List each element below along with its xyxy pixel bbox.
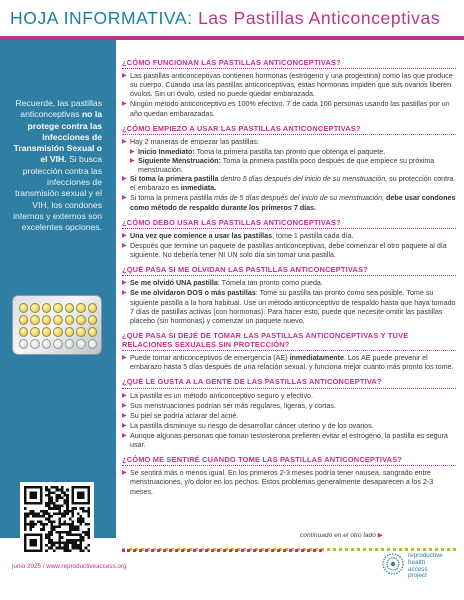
pill	[88, 339, 97, 349]
section-title: ¿CÓMO ME SENTIRÉ CUANDO TOME LAS PASTILLAS ANTICONCEPTIVAS?	[122, 455, 456, 466]
pill	[76, 303, 85, 313]
arrow-bullet-icon: ▶	[130, 148, 135, 155]
item-text: . Los AE puede prevenir el embarazo hasta 5 días después de una relación sexual, y funciona mejor cuanto más pronto los tome.	[130, 354, 454, 372]
list-item	[122, 392, 456, 401]
item-italic: dentro 5 días después del inicio de su menstruación,	[218, 175, 388, 184]
list-item	[122, 175, 456, 193]
pill	[53, 303, 62, 313]
item-bold: Si toma la primera pastilla	[130, 175, 219, 184]
pill	[42, 315, 51, 325]
sidebar-intro: Recuerde, las pastillas anticonceptivas	[15, 98, 102, 120]
list-item	[122, 469, 456, 496]
pill	[42, 303, 51, 313]
item-bold: Siguiente Menstruación:	[138, 157, 221, 166]
item-italic: más de 5 días después del inicio de su menstruación,	[214, 194, 385, 203]
item-text: Las pastillas anticonceptivas contienen hormonas (estrógeno y una progestina) como las que produce su cuerpo. Cuando usa las pastillas anticonceptivas, estas hormonas impiden que sus ovarios liberen óvulos. Sin un óvulo, usted no puede quedar embarazada.	[130, 72, 453, 99]
pill	[76, 339, 85, 349]
item-text: Después que termine un paquete de pastillas anticonceptivas, debe comenzar el otro paquete al día siguiente. No debería tener NI UN solo día sin tomar una pastilla.	[130, 241, 447, 260]
item-text: Se sentirá más o menos igual. En los primeros 2-3 meses podría tener nausea, sangrado entre menstruaciones, y/o dolor en los pechos. Estos problemas generalmente desaparecen a los 2-3 meses.	[130, 469, 434, 496]
pill-pack-image	[12, 295, 102, 355]
item-text: La pastilla disminuye su riesgo de desarrollar cáncer uterino y de los ovarios.	[130, 421, 374, 430]
title-label: HOJA INFORMATIVA:	[10, 8, 193, 28]
arrow-bullet-icon: ▶	[122, 242, 127, 249]
item-text: Toma la primera pastilla poco después de que empiece su próxima menstruación.	[138, 157, 435, 175]
pill-grid	[19, 303, 97, 349]
item-text: Ningún método anticonceptivo es 100% efectivo. 7 de cada 100 personas usando las pastillas por un año quedan embarazadas.	[130, 100, 450, 118]
item-text: Su piel se podría aclarar del acné.	[130, 411, 239, 420]
rhap-logo-icon	[382, 553, 404, 575]
list-item	[122, 412, 456, 421]
pill	[30, 327, 39, 337]
qr-code-icon	[24, 486, 90, 552]
page-title	[10, 8, 440, 29]
pill	[65, 315, 74, 325]
arrow-bullet-icon: ▶	[122, 195, 127, 202]
item-text: : Tome su pastilla tan pronto como sea posible. Tome su siguiente pastilla a la hora habitual. Use un método anticonceptivo de respaldo hasta que haya tomado 7 días de pastillas activas (con hormonas). Para hacer esto, puede que necesite omitir las pastillas placebo (sin hormonas) y comenzar un paquete nuevo.	[130, 289, 456, 325]
list-item	[122, 289, 456, 325]
section-how-will-i-feel	[122, 455, 456, 496]
item-text: : Tómela tan pronto como pueda.	[217, 279, 323, 288]
list-item	[122, 422, 456, 431]
list-item	[122, 279, 456, 288]
list-item	[122, 432, 456, 450]
qr-code-image[interactable]	[20, 482, 94, 556]
item-bold: debe usar condones como método de respaldo durante los primeros 7 días.	[130, 194, 456, 212]
list-item	[122, 402, 456, 411]
title-subject: Las Pastillas Anticonceptivas	[198, 8, 441, 28]
header	[0, 0, 464, 44]
item-text: Si toma la primera pastilla	[130, 194, 215, 203]
pill	[19, 315, 28, 325]
main-content	[122, 58, 456, 502]
continued-note	[300, 531, 383, 539]
arrow-bullet-icon: ▶	[122, 290, 127, 297]
sidebar	[0, 40, 116, 538]
pill	[76, 327, 85, 337]
list-item	[122, 194, 456, 212]
section-title: ¿QUÉ PASA SI DEJÉ DE TOMAR LAS PASTILLAS ANTICONCEPTIVAS Y TUVE RELACIONES SEXUALES SIN PROTECCIÓN?	[122, 331, 456, 351]
item-text: Puede tomar anticonceptivos de emergencia (AE)	[130, 354, 290, 363]
pill	[88, 315, 97, 325]
list-item	[122, 232, 456, 241]
pill	[53, 327, 62, 337]
section-how-to-use	[122, 218, 456, 260]
section-title: ¿QUÉ PASA SI ME OLVIDAN LAS PASTILLAS ANTICONCEPTIVAS?	[122, 265, 456, 276]
pill	[65, 303, 74, 313]
pill	[30, 315, 39, 325]
item-bold: Inicio Inmediato:	[138, 147, 195, 156]
item-text: La pastilla es un método anticonceptivo seguro y efectivo.	[130, 391, 313, 400]
item-text: Toma la primera pastilla tan pronto que obtenga el paquete.	[194, 147, 386, 156]
pill	[42, 339, 51, 349]
sidebar-note	[12, 98, 102, 234]
item-text: Sus menstruaciones podrían ser más regulares, ligeras, y cortas.	[130, 401, 336, 410]
sidebar-emphasis: no la protege contra las Infecciones de Transmisión Sexual o el VIH.	[13, 109, 102, 165]
arrow-bullet-icon: ▶	[122, 392, 127, 399]
arrow-bullet-icon: ▶	[122, 73, 127, 80]
pill	[42, 327, 51, 337]
section-missed-pills	[122, 265, 456, 326]
pill	[30, 303, 39, 313]
logo-line: health	[408, 558, 426, 566]
section-title: ¿CÓMO DEBO USAR LAS PASTILLAS ANTICONCEPTIVAS?	[122, 218, 456, 229]
pill	[76, 315, 85, 325]
logo-line: access	[408, 565, 428, 573]
section-benefits	[122, 377, 456, 450]
list-item	[122, 72, 456, 99]
list-item	[122, 354, 456, 372]
arrow-bullet-icon: ▶	[130, 158, 135, 165]
logo-text	[408, 553, 443, 580]
pill	[53, 339, 62, 349]
arrow-bullet-icon: ▶	[122, 402, 127, 409]
section-title: ¿QUÉ LE GUSTA A LA GENTE DE LAS PASTILLAS ANTICONCEPTIVA?	[122, 377, 456, 388]
item-text: Aunque algunas personas que toman testosterona prefieren evitar el estrógeno, la pastilla es segura usar.	[130, 431, 448, 450]
arrow-bullet-icon: ▶	[122, 470, 127, 477]
sidebar-rest: Si busca protección contra las infecciones de transmisión sexual y el VIH, los condones internos y externos son excelentes opciones.	[13, 154, 102, 233]
pill	[65, 339, 74, 349]
section-title: ¿CÓMO EMPIEZO A USAR LAS PASTILLAS ANTICONCEPTIVAS?	[122, 124, 456, 135]
footer-date-url[interactable]: junio 2025 / www.reproductiveaccess.org	[12, 563, 127, 570]
pill	[30, 339, 39, 349]
pill	[19, 339, 28, 349]
arrow-bullet-icon: ▶	[122, 422, 127, 429]
item-text: , tome 1 pastilla cada día.	[272, 231, 354, 240]
continued-text: continuado en el otro lado	[300, 532, 376, 539]
pill	[19, 327, 28, 337]
pill	[88, 303, 97, 313]
arrow-bullet-icon: ▶	[122, 138, 127, 145]
logo-line: reproductive	[408, 552, 443, 559]
pill	[19, 303, 28, 313]
section-how-it-works	[122, 58, 456, 119]
footer-divider-pink	[122, 549, 322, 552]
list-item	[122, 138, 456, 147]
arrow-bullet-icon: ▶	[122, 280, 127, 287]
item-bold: inmediata.	[180, 184, 217, 193]
item-bold: Una vez que comience a usar las pastillas	[130, 231, 273, 240]
item-bold: Se me olvidaron DOS o más pastillas	[130, 289, 256, 298]
arrow-bullet-icon: ▶	[122, 176, 127, 183]
arrow-bullet-icon: ▶	[122, 232, 127, 239]
arrow-bullet-icon: ▶	[122, 355, 127, 362]
sub-item	[122, 148, 456, 157]
arrow-right-icon: ▶	[377, 532, 383, 539]
sub-item	[122, 157, 456, 175]
section-how-to-start	[122, 124, 456, 213]
section-emergency	[122, 331, 456, 373]
item-text: Hay 2 maneras de empezar las pastillas:	[130, 137, 259, 146]
arrow-bullet-icon: ▶	[122, 432, 127, 439]
list-item	[122, 100, 456, 118]
section-title: ¿CÓMO FUNCIONAN LAS PASTILLAS ANTICONCEPTIVAS?	[122, 58, 456, 69]
arrow-bullet-icon: ▶	[122, 412, 127, 419]
item-bold: inmediatamente	[289, 354, 344, 363]
item-bold: Se me olvidó UNA pastilla	[130, 279, 218, 288]
pill	[53, 315, 62, 325]
logo-line: project	[408, 572, 427, 580]
list-item	[122, 242, 456, 260]
pill	[88, 327, 97, 337]
pill	[65, 327, 74, 337]
arrow-bullet-icon: ▶	[122, 101, 127, 108]
item-text: su protección contra el embarazo es	[130, 175, 454, 193]
